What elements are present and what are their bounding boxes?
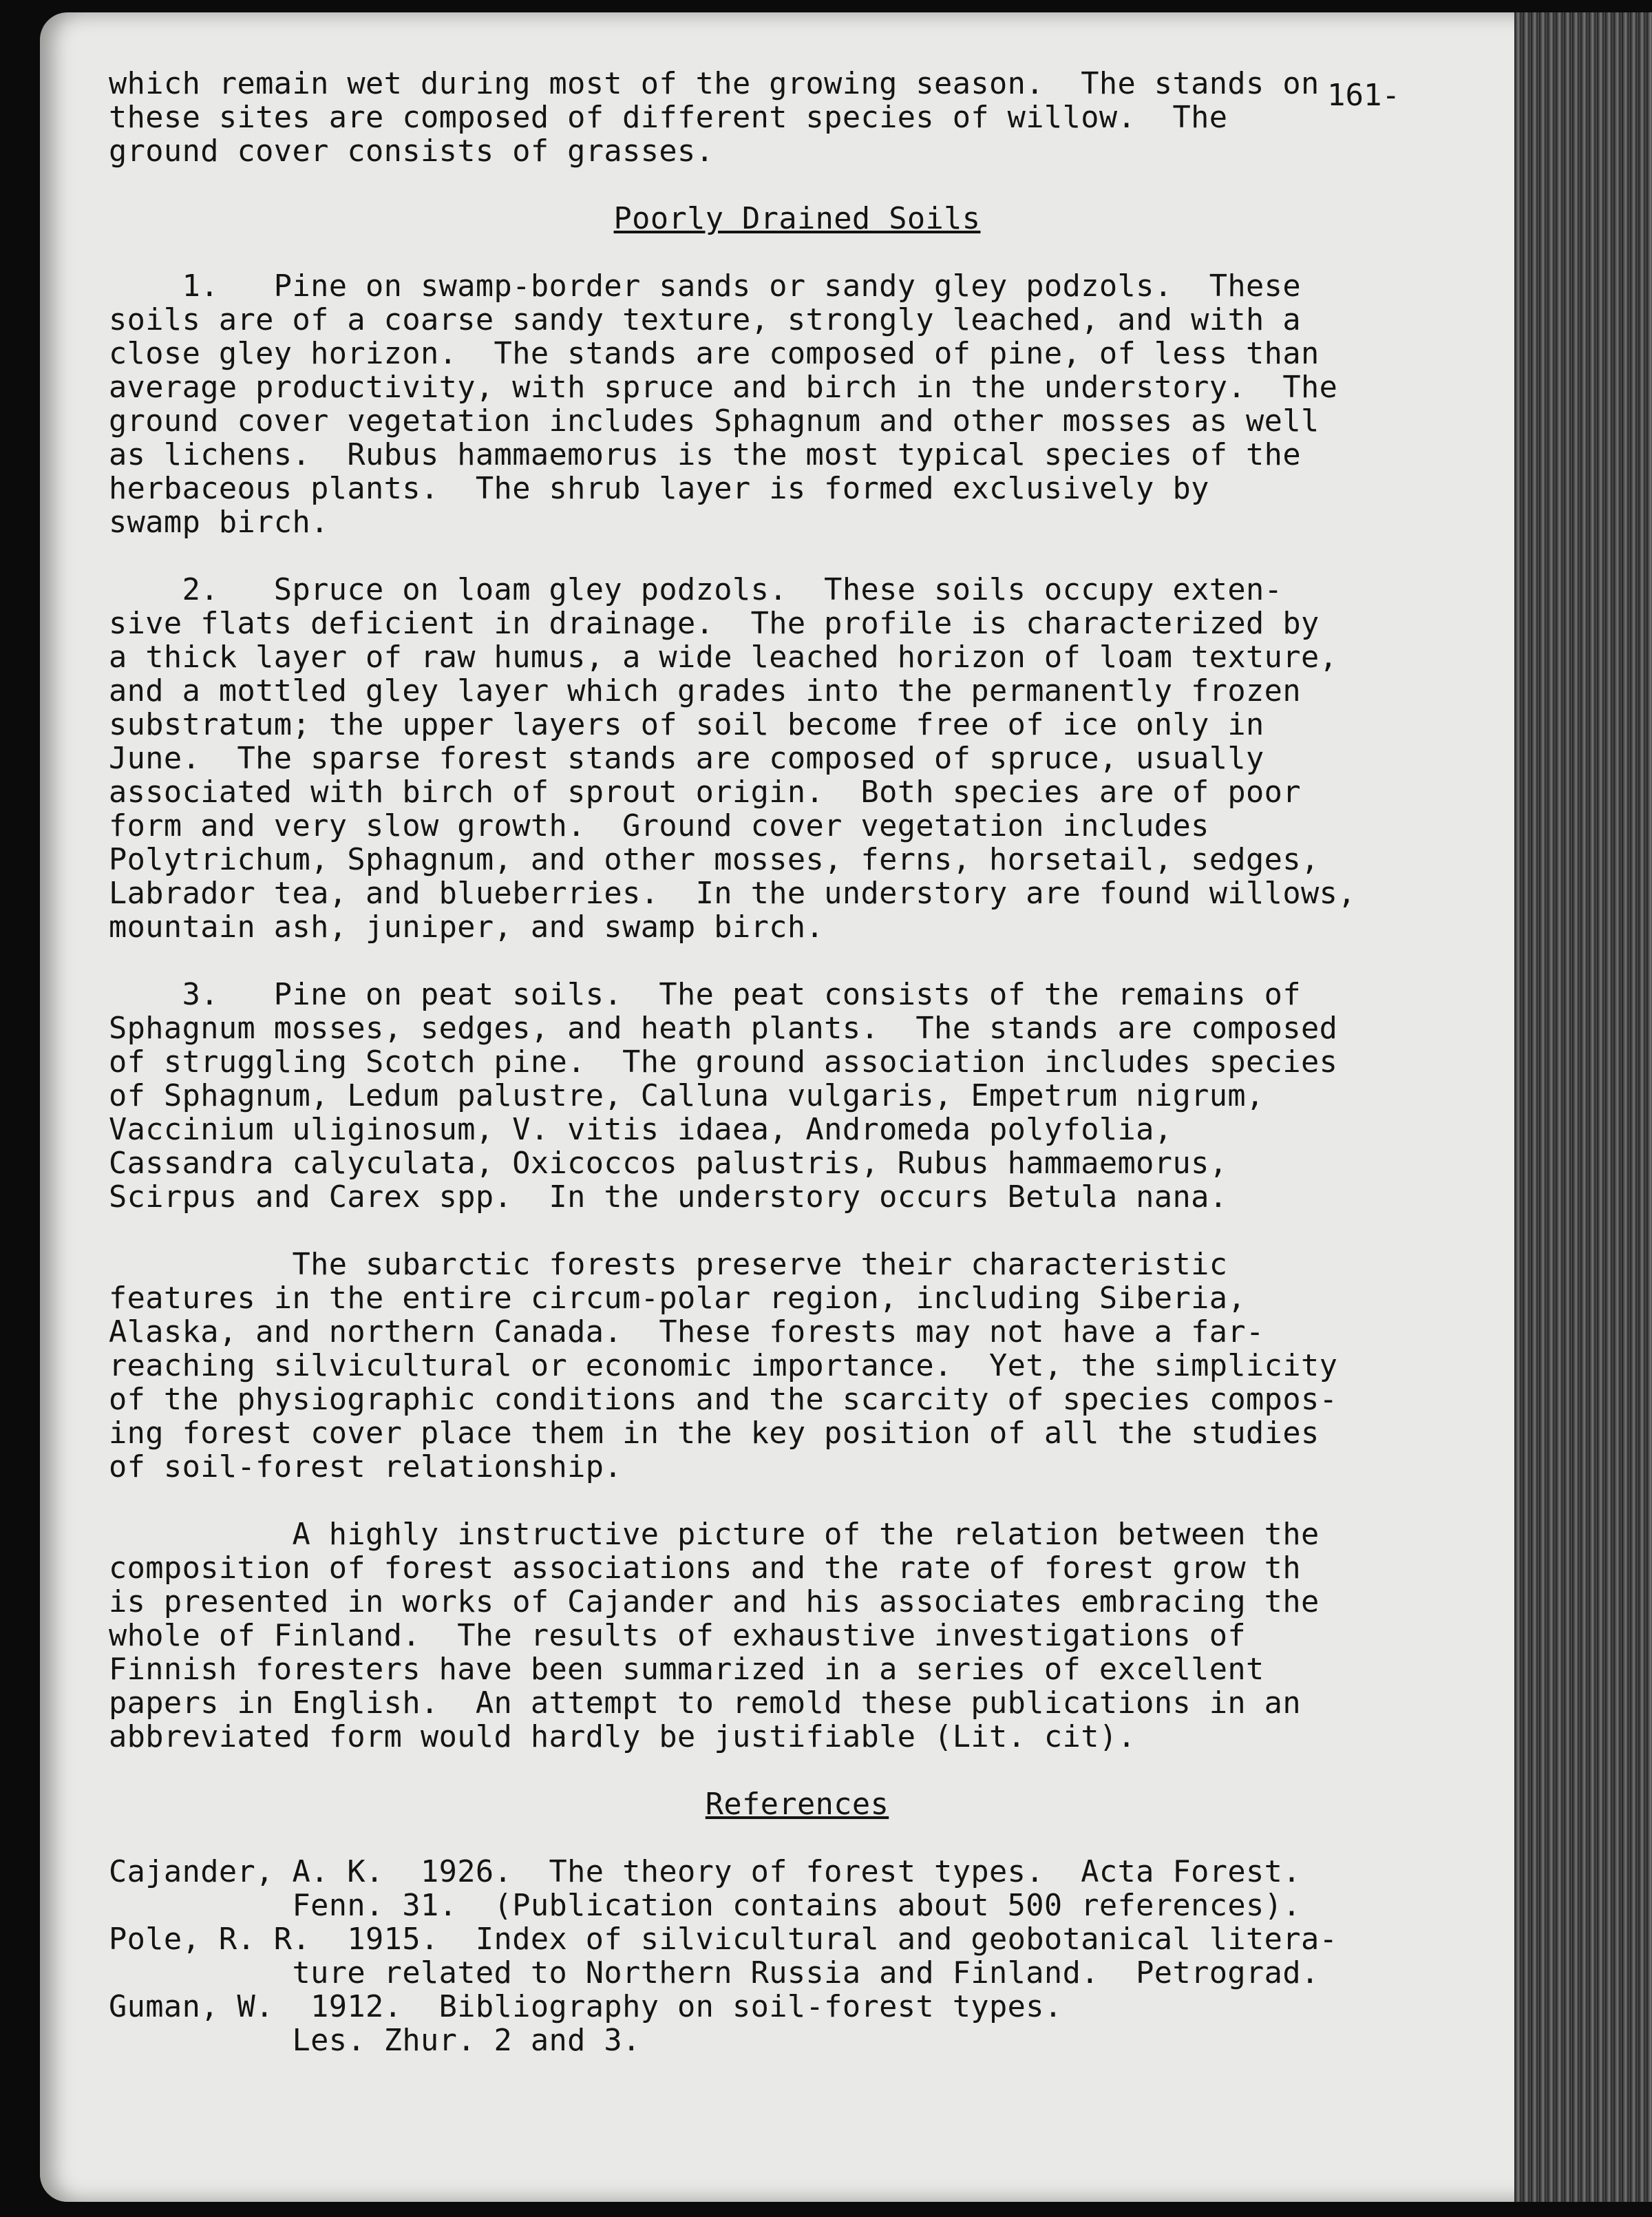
text-line: these sites are composed of different species of willow. The: [109, 101, 1228, 135]
text-line: herbaceous plants. The shrub layer is formed exclusively by: [109, 472, 1209, 506]
text-line: is presented in works of Cajander and his associates embracing the: [109, 1585, 1320, 1619]
text-line: average productivity, with spruce and birch in the understory. The: [109, 370, 1338, 405]
text-line: of the physiographic conditions and the scarcity of species compos-: [109, 1383, 1338, 1417]
item-3-paragraph: [109, 978, 1485, 1215]
text-line: substratum; the upper layers of soil become free of ice only in: [109, 708, 1264, 742]
text-line: soils are of a coarse sandy texture, strongly leached, and with a: [109, 303, 1301, 337]
page-number: 161-: [1327, 78, 1400, 113]
reference-line: Les. Zhur. 2 and 3.: [109, 2024, 641, 2058]
text-line: Polytrichum, Sphagnum, and other mosses, ferns, horsetail, sedges,: [109, 843, 1320, 877]
book-binding-edge: [1514, 12, 1652, 2202]
text-line: June. The sparse forest stands are composed of spruce, usually: [109, 742, 1264, 776]
text-line: composition of forest associations and the rate of forest grow th: [109, 1551, 1301, 1586]
text-line: associated with birch of sprout origin. Both species are of poor: [109, 775, 1301, 810]
references-list: [109, 1856, 1485, 2058]
text-line: ground cover vegetation includes Sphagnum and other mosses as well: [109, 404, 1320, 439]
intro-paragraph: [109, 67, 1485, 169]
text-line: Vaccinium uliginosum, V. vitis idaea, Andromeda polyfolia,: [109, 1113, 1173, 1147]
text-line: Labrador tea, and blueberries. In the understory are found willows,: [109, 876, 1356, 911]
page-text: [109, 67, 1485, 2058]
text-line: The subarctic forests preserve their characteristic: [109, 1248, 1228, 1282]
text-line: Cassandra calyculata, Oxicoccos palustris, Rubus hammaemorus,: [109, 1146, 1228, 1181]
text-line: 1. Pine on swamp-border sands or sandy gley podzols. These: [109, 269, 1301, 304]
reference-line: Guman, W. 1912. Bibliography on soil-forest types.: [109, 1990, 1063, 2024]
references-heading-text: References: [705, 1787, 889, 1822]
text-line: reaching silvicultural or economic importance. Yet, the simplicity: [109, 1349, 1338, 1383]
text-line: ground cover consists of grasses.: [109, 134, 714, 169]
reference-line: Fenn. 31. (Publication contains about 500 references).: [109, 1889, 1301, 1923]
text-line: Scirpus and Carex spp. In the understory occurs Betula nana.: [109, 1180, 1228, 1215]
text-line: of Sphagnum, Ledum palustre, Calluna vulgaris, Empetrum nigrum,: [109, 1079, 1264, 1113]
subarctic-paragraph: [109, 1248, 1485, 1484]
text-line: which remain wet during most of the growing season. The stands on: [109, 67, 1320, 101]
text-line: A highly instructive picture of the relation between the: [109, 1517, 1320, 1552]
text-line: Sphagnum mosses, sedges, and heath plants. The stands are composed: [109, 1011, 1338, 1046]
document-page: [40, 12, 1538, 2202]
reference-line: Pole, R. R. 1915. Index of silvicultural and geobotanical litera-: [109, 1922, 1338, 1957]
text-line: abbreviated form would hardly be justifiable (Lit. cit).: [109, 1720, 1136, 1754]
text-line: ing forest cover place them in the key position of all the studies: [109, 1416, 1320, 1451]
text-line: 3. Pine on peat soils. The peat consists of the remains of: [109, 978, 1301, 1012]
text-line: features in the entire circum-polar region, including Siberia,: [109, 1281, 1247, 1316]
text-line: form and very slow growth. Ground cover vegetation includes: [109, 809, 1209, 843]
text-line: Finnish foresters have been summarized in a series of excellent: [109, 1652, 1264, 1687]
reference-line: ture related to Northern Russia and Finland. Petrograd.: [109, 1956, 1320, 1990]
text-line: of struggling Scotch pine. The ground association includes species: [109, 1045, 1338, 1080]
section-heading: [109, 202, 1485, 236]
text-line: swamp birch.: [109, 505, 329, 540]
item-1-paragraph: [109, 270, 1485, 540]
text-line: mountain ash, juniper, and swamp birch.: [109, 910, 825, 945]
text-line: papers in English. An attempt to remold these publications in an: [109, 1686, 1301, 1721]
text-line: of soil-forest relationship.: [109, 1450, 623, 1484]
text-line: Alaska, and northern Canada. These forests may not have a far-: [109, 1315, 1264, 1349]
text-line: and a mottled gley layer which grades into the permanently frozen: [109, 674, 1301, 708]
section-heading-text: Poorly Drained Soils: [613, 202, 981, 236]
text-line: a thick layer of raw humus, a wide leached horizon of loam texture,: [109, 640, 1338, 675]
reference-line: Cajander, A. K. 1926. The theory of forest types. Acta Forest.: [109, 1855, 1301, 1889]
cajander-paragraph: [109, 1518, 1485, 1754]
text-line: as lichens. Rubus hammaemorus is the most typical species of the: [109, 438, 1301, 472]
text-line: whole of Finland. The results of exhaustive investigations of: [109, 1619, 1247, 1653]
references-heading: [109, 1788, 1485, 1822]
text-line: 2. Spruce on loam gley podzols. These soils occupy exten-: [109, 573, 1283, 607]
item-2-paragraph: [109, 574, 1485, 945]
text-line: sive flats deficient in drainage. The profile is characterized by: [109, 607, 1320, 641]
text-line: close gley horizon. The stands are composed of pine, of less than: [109, 337, 1320, 371]
